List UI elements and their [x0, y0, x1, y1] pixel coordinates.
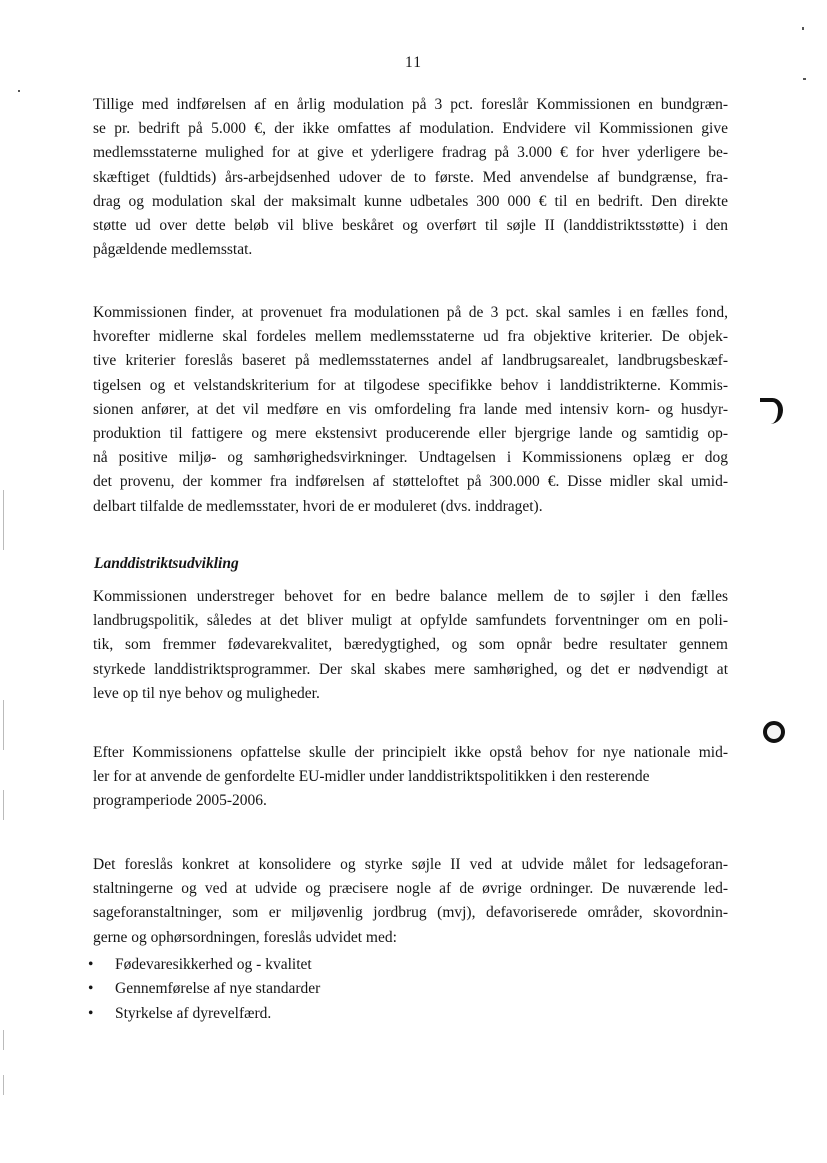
text-line: ler for at anvende de genfordelte EU-midler under landdistriktspolitikken i den resterende: [93, 768, 650, 786]
text-line: skæftiget (fuldtids) års-arbejdsenhed udover de to første. Med anvendelse af bundgrænse, fra-: [93, 168, 728, 186]
text-line: Tillige med indførelsen af en årlig modulation på 3 pct. foreslår Kommissionen en bundgræn-: [93, 96, 728, 113]
text-line: produktion til fattigere og mere ekstensivt producerende eller bjergrige lande og samtidig op-: [93, 425, 728, 443]
list-item: • Gennemførelse af nye standarder: [88, 977, 320, 1001]
text-line: leve op til nye behov og muligheder.: [93, 684, 320, 702]
text-line: nå positive miljø- og samhørighedsvirkninger. Undtagelsen i Kommissionens oplæg er dog: [93, 449, 728, 467]
text-line: gerne og ophørsordningen, foreslås udvidet med:: [93, 928, 397, 946]
text-line: pågældende medlemsstat.: [93, 241, 253, 259]
text-line: det provenu, der kommer fra indførelsen af støtteloftet på 300.000 €. Disse midler skal umid-: [93, 473, 728, 491]
list-item: • Fødevaresikkerhed og - kvalitet: [88, 953, 320, 977]
text-line: Kommissionen understreger behovet for en bedre balance mellem de to søjler i den fælles: [93, 588, 728, 605]
text-line: Efter Kommissionens opfattelse skulle der principielt ikke opstå behov for nye nationale mid-: [93, 744, 728, 761]
text-line: medlemsstaterne mulighed for at give et yderligere fradrag på 3.000 € for hver yderligere be-: [93, 144, 728, 162]
text-line: landbrugspolitik, således at det bliver muligt at opfylde samfundets forventninger om en poli-: [93, 612, 728, 630]
text-line: delbart tilfalde de medlemsstater, hvori de er moduleret (dvs. inddraget).: [93, 497, 543, 515]
scan-edge-line: [3, 1075, 4, 1095]
scan-edge-line: [3, 700, 4, 750]
page-number: 11: [405, 54, 422, 71]
text-line: Kommissionen finder, at provenuet fra modulationen på de 3 pct. skal samles i en fælles fond,: [93, 304, 728, 321]
paragraph-pillar-two: [93, 853, 728, 950]
text-line: programperiode 2005-2006.: [93, 792, 267, 810]
paragraph-modulation: [93, 93, 728, 262]
text-line: styrkede landdistriktsprogrammer. Der skal skabes mere samhørighed, og det er nødvendigt at: [93, 660, 728, 678]
scan-edge-line: [3, 790, 4, 820]
section-heading: Landdistriktsudvikling: [94, 555, 239, 572]
text-line: tive kriterier foreslås baseret på medlemsstaternes andel af landbrugsarealet, landbrugsbeskæf-: [93, 352, 728, 370]
paragraph-fund: [93, 301, 728, 519]
punch-hole-ring-icon: [763, 721, 785, 743]
paragraph-balance: [93, 585, 728, 706]
scan-speck-icon: [803, 78, 806, 80]
list-item: • Styrkelse af dyrevelfærd.: [88, 1002, 320, 1026]
text-line: se pr. bedrift på 5.000 €, der ikke omfattes af modulation. Endvidere vil Kommissionen give: [93, 120, 728, 138]
paragraph-national-funds: [93, 741, 728, 814]
text-line: sageforanstaltninger, som er miljøvenlig jordbrug (mvj), defavoriserede områder, skovordnin-: [93, 904, 728, 922]
bullet-list: [88, 953, 320, 1026]
text-line: drag og modulation skal der maksimalt kunne udbetales 300 000 € til en bedrift. Den direkte: [93, 192, 728, 210]
text-line: støtte ud over dette beløb vil blive beskåret og overført til søjle II (landdistriktsstøtte) i den: [93, 217, 728, 235]
text-line: tik, som fremmer fødevarekvalitet, bæredygtighed, og som opnår bedre resultater gennem: [93, 636, 728, 654]
text-line: tigelsen og et velstandskriterium for at tilgodese specifikke behov i landdistrikterne. Kommis-: [93, 376, 728, 394]
scan-speck-icon: [18, 90, 20, 92]
scan-speck-icon: [802, 27, 804, 30]
text-line: hvorefter midlerne skal fordeles mellem medlemsstaterne ud fra objektive kriterier. De objek-: [93, 328, 728, 346]
scan-edge-line: [3, 1030, 4, 1050]
punch-hole-mark-icon: [760, 398, 783, 424]
text-line: Det foreslås konkret at konsolidere og styrke søjle II ved at udvide målet for ledsageforan-: [93, 856, 728, 873]
scan-edge-line: [3, 490, 4, 550]
text-line: staltningerne og ved at udvide og præcisere nogle af de øvrige ordninger. De nuværende led-: [93, 880, 728, 898]
text-line: sionen anfører, at det vil medføre en vis omfordeling fra lande med intensiv korn- og husdyr-: [93, 400, 728, 418]
